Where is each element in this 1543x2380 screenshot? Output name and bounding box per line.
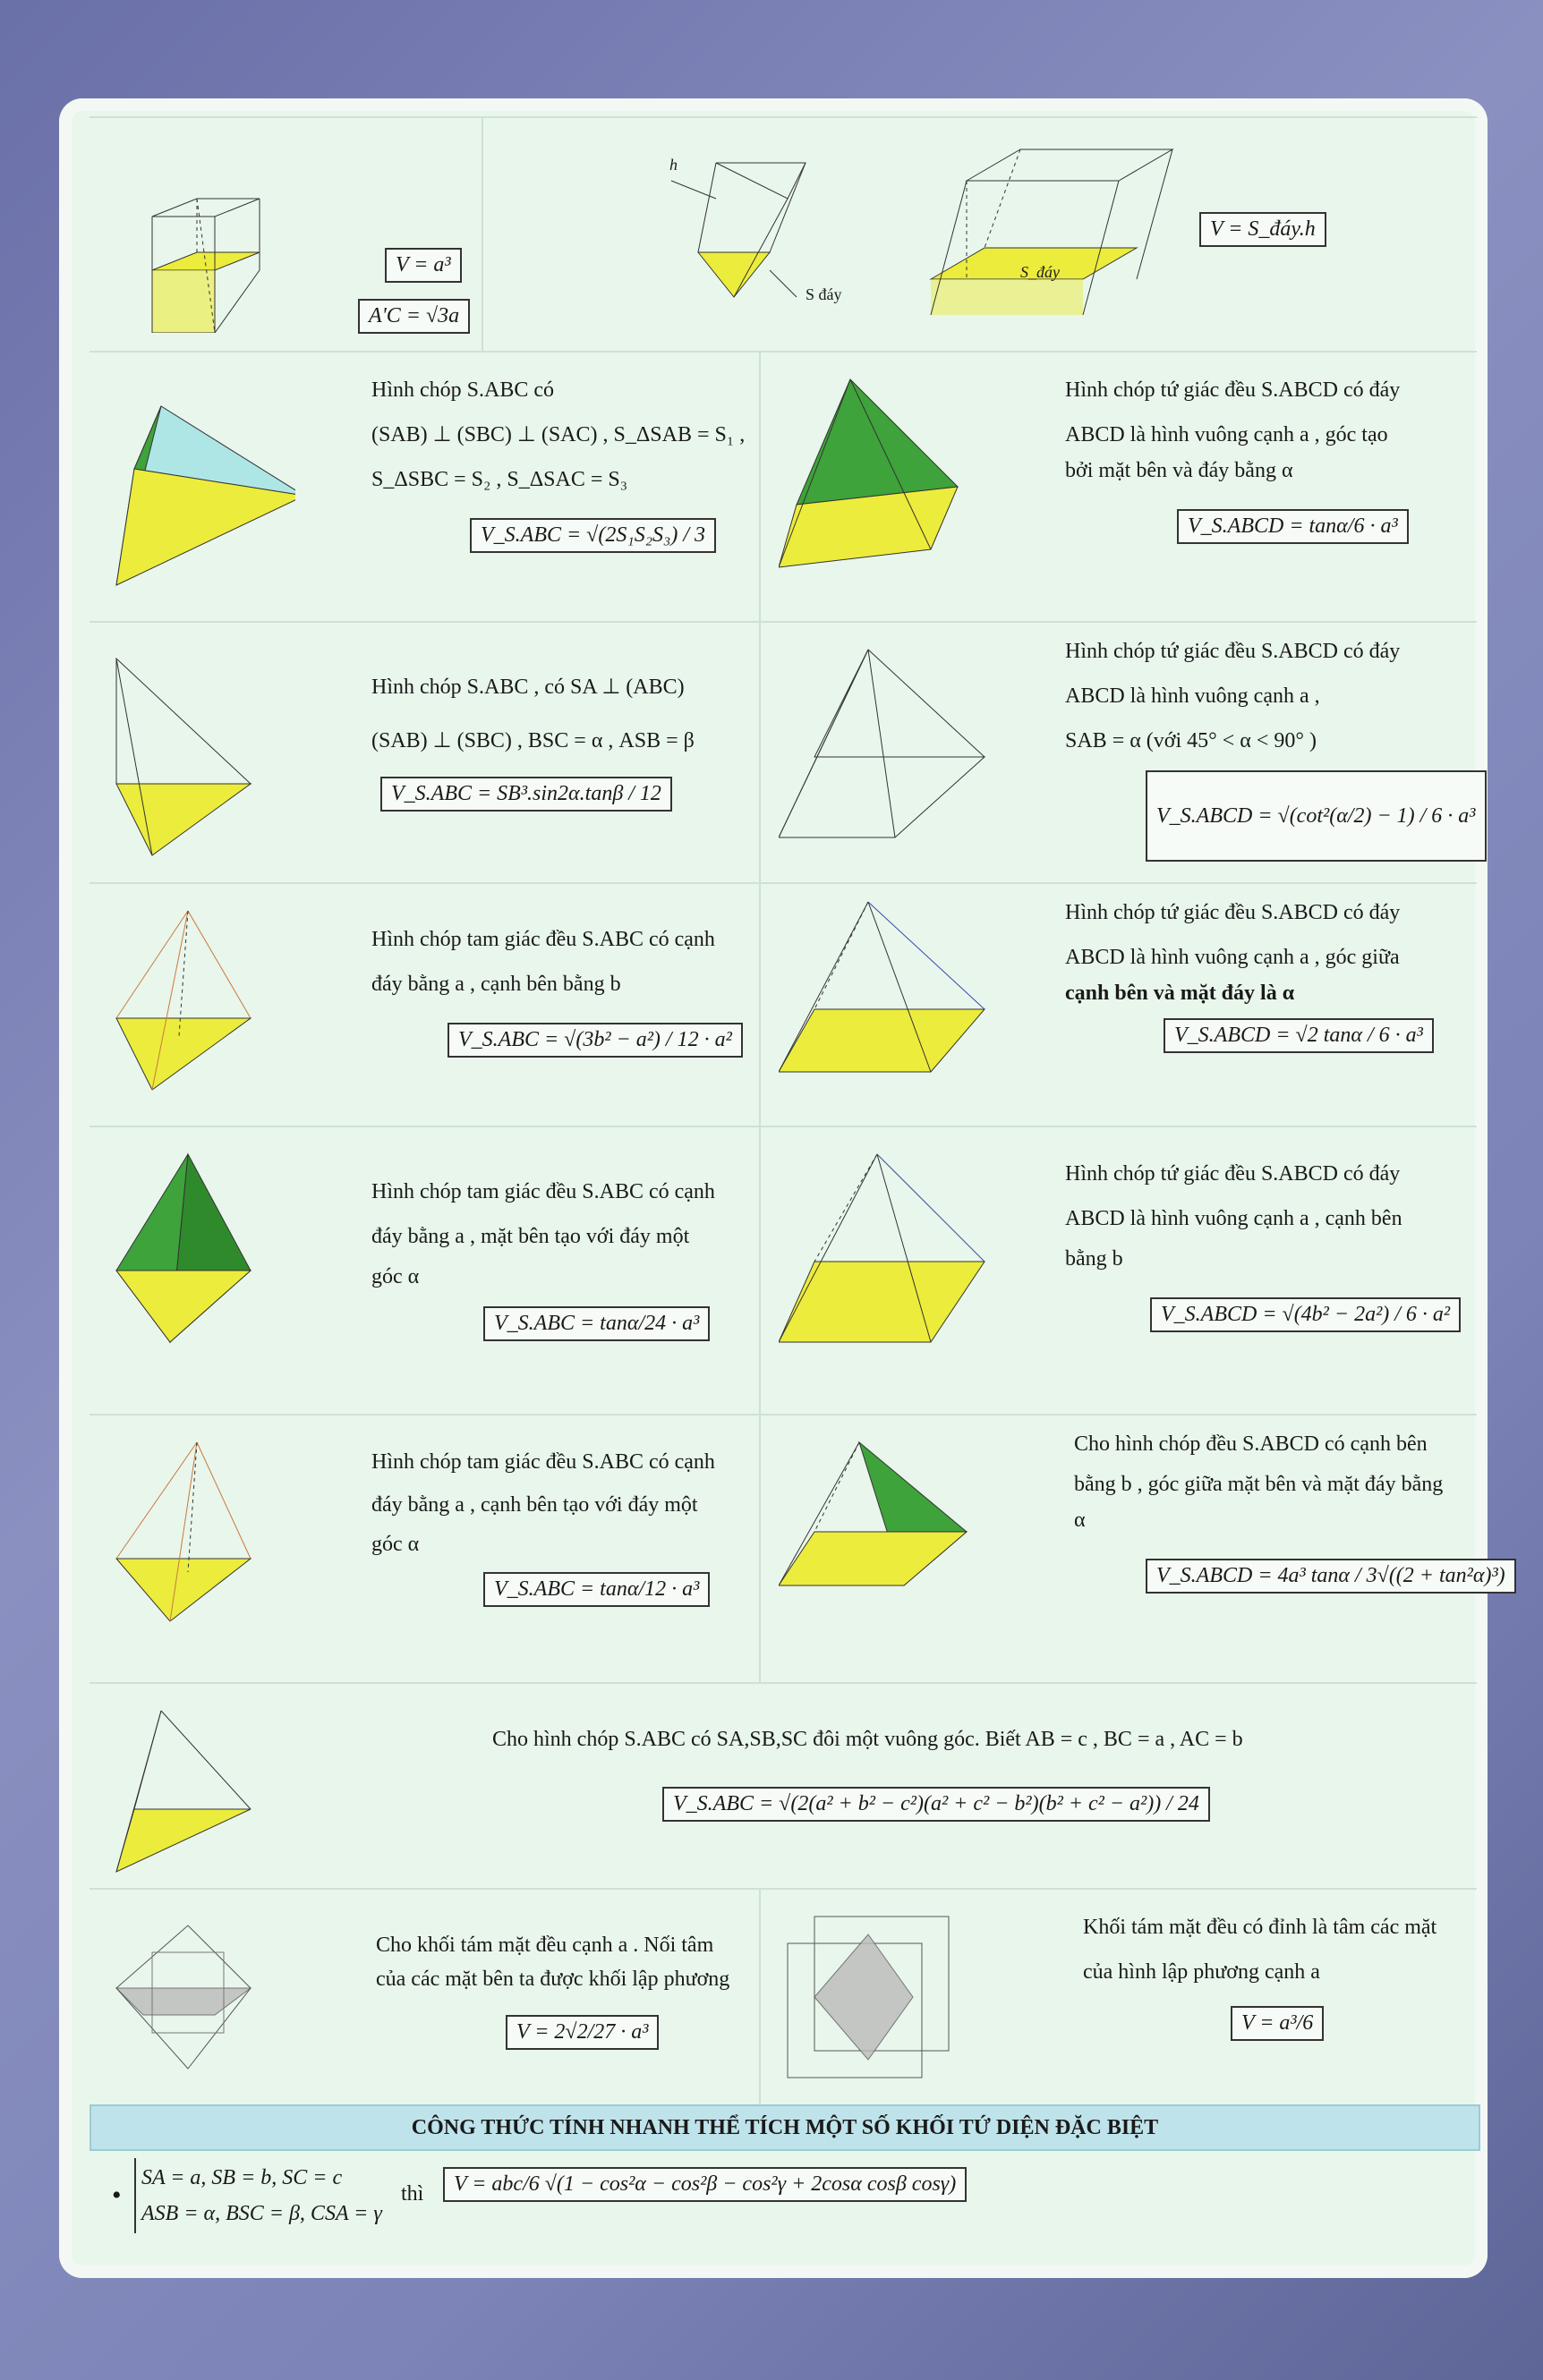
formula-prism-volume: V = S_đáy.h (1199, 212, 1326, 247)
r7-left-line-2: của các mặt bên ta được khối lập phương (376, 1968, 730, 1991)
bottom-formula-row (90, 2149, 1477, 2257)
r3-left-formula: V_S.ABC = √(3b² − a²) / 12 · a² (448, 1023, 743, 1058)
r3-left-line-2: đáy bằng a , cạnh bên bằng b (371, 973, 621, 996)
r5-right-line-3: α (1074, 1509, 1086, 1532)
bottom-formula: V = abc/6 √(1 − cos²α − cos²β − cos²γ + 2cosα cosβ cosγ) (443, 2167, 967, 2202)
r4-right-formula: V_S.ABCD = √(4b² − 2a²) / 6 · a² (1150, 1297, 1461, 1332)
formula-cube-volume: V = a³ (385, 248, 462, 283)
r5-left-line-3: góc α (371, 1533, 420, 1556)
parallelepiped-figure (913, 145, 1199, 333)
r5-left-line-1: Hình chóp tam giác đều S.ABC có cạnh (371, 1450, 715, 1474)
r4-left-line-2: đáy bằng a , mặt bên tạo với đáy một (371, 1225, 690, 1248)
pyramid-7-figure (98, 1145, 277, 1378)
r4-right-line-2: ABCD là hình vuông cạnh a , cạnh bên (1065, 1207, 1402, 1230)
pyramid-10-figure (779, 1433, 976, 1648)
r2-left-line-1: Hình chóp S.ABC , có SA ⊥ (ABC) (371, 676, 685, 699)
r4-right-line-3: bằng b (1065, 1247, 1123, 1271)
label-sday-base: S_đáy (1020, 263, 1060, 281)
row-2 (90, 621, 1477, 882)
pyramid-5-figure (98, 902, 269, 1108)
r3-right-line-2: ABCD là hình vuông cạnh a , góc giữa (1065, 946, 1400, 969)
r3-right-line-3: cạnh bên và mặt đáy là α (1065, 982, 1295, 1005)
condition-2: ASB = α, BSC = β, CSA = γ (134, 2194, 382, 2233)
row-7 (90, 1888, 1477, 2104)
r1-left-line-2: (SAB) ⊥ (SBC) ⊥ (SAC) , S_ΔSAB = S₁ , (371, 423, 746, 446)
pyramid-11-figure (98, 1702, 277, 1881)
r1-left-formula: V_S.ABC = √(2S₁S₂S₃) / 3 (470, 518, 716, 553)
r3-right-formula: V_S.ABCD = √2 tanα / 6 · a³ (1164, 1018, 1434, 1053)
r1-right-formula: V_S.ABCD = tanα/6 · a³ (1177, 509, 1409, 544)
r3-left-line-1: Hình chóp tam giác đều S.ABC có cạnh (371, 928, 715, 951)
r5-right-formula: V_S.ABCD = 4a³ tanα / 3√((2 + tan²α)³) (1146, 1559, 1516, 1594)
r2-right-line-2: ABCD là hình vuông cạnh a , (1065, 684, 1320, 708)
r5-right-line-2: bằng b , góc giữa mặt bên và mặt đáy bằng (1074, 1473, 1444, 1496)
r6-text: Cho hình chóp S.ABC có SA,SB,SC đôi một vuông góc. Biết AB = c , BC = a , AC = b (492, 1728, 1243, 1751)
r7-right-line-1: Khối tám mặt đều có đỉnh là tâm các mặt (1083, 1916, 1437, 1939)
r2-right-line-3: SAB = α (với 45° < α < 90° ) (1065, 729, 1317, 752)
r2-left-line-2: (SAB) ⊥ (SBC) , BSC = α , ASB = β (371, 729, 695, 752)
r7-left-line-1: Cho khối tám mặt đều cạnh a . Nối tâm (376, 1934, 714, 1957)
pyramid-9-figure (98, 1433, 277, 1657)
r7-right-line-2: của hình lập phương cạnh a (1083, 1960, 1320, 1984)
r4-right-line-1: Hình chóp tứ giác đều S.ABCD có đáy (1065, 1162, 1401, 1186)
pyramid-2-figure (779, 370, 985, 603)
pyramid-4-figure (779, 641, 1011, 855)
r7-right-formula: V = a³/6 (1231, 2006, 1324, 2041)
r5-right-line-1: Cho hình chóp đều S.ABCD có cạnh bên (1074, 1432, 1428, 1456)
row-5 (90, 1414, 1505, 1682)
then-label: thì (401, 2182, 424, 2206)
r2-left-formula: V_S.ABC = SB³.sin2α.tanβ / 12 (380, 777, 672, 812)
r4-left-formula: V_S.ABC = tanα/24 · a³ (483, 1306, 710, 1341)
row-1 (90, 351, 1477, 621)
row-6 (90, 1682, 1477, 1888)
row-3 (90, 882, 1477, 1126)
r1-left-line-1: Hình chóp S.ABC có (371, 378, 554, 402)
pyramid-1-figure (98, 388, 295, 594)
label-s-day: S đáy (806, 285, 842, 303)
pyramid-3-figure (98, 650, 277, 864)
r2-right-formula: V_S.ABCD = √(cot²(α/2) − 1) / 6 · a³ (1146, 770, 1487, 862)
r7-left-formula: V = 2√2/27 · a³ (506, 2015, 659, 2050)
formula-cube-diagonal: A'C = √3a (358, 299, 470, 334)
r4-left-line-3: góc α (371, 1265, 420, 1288)
r3-right-line-1: Hình chóp tứ giác đều S.ABCD có đáy (1065, 901, 1401, 924)
row-4 (90, 1126, 1477, 1414)
section-banner: CÔNG THỨC TÍNH NHANH THỂ TÍCH MỘT SỐ KHỐI TỨ DIỆN ĐẶC BIỆT (90, 2104, 1480, 2151)
bullet: • (112, 2180, 122, 2210)
r1-right-line-3: bởi mặt bên và đáy bằng α (1065, 459, 1293, 482)
r6-formula: V_S.ABC = √(2(a² + b² − c²)(a² + c² − b²)(b² + c² − a²)) / 24 (662, 1787, 1210, 1822)
r2-right-line-1: Hình chóp tứ giác đều S.ABCD có đáy (1065, 640, 1401, 663)
formula-table (90, 116, 1505, 2273)
octahedron-figure (98, 1917, 295, 2078)
condition-1: SA = a, SB = b, SC = c (134, 2158, 342, 2197)
row-cube-prism (90, 116, 1477, 351)
r1-right-line-2: ABCD là hình vuông cạnh a , góc tạo (1065, 423, 1388, 446)
pyramid-6-figure (779, 893, 993, 1108)
r5-left-formula: V_S.ABC = tanα/12 · a³ (483, 1572, 710, 1607)
cube-figure (125, 154, 286, 333)
cube-octahedron-figure (779, 1908, 958, 2087)
r4-left-line-1: Hình chóp tam giác đều S.ABC có cạnh (371, 1180, 715, 1203)
r1-left-line-3: S_ΔSBC = S₂ , S_ΔSAC = S₃ (371, 468, 628, 491)
r5-left-line-2: đáy bằng a , cạnh bên tạo với đáy một (371, 1493, 698, 1517)
r1-right-line-1: Hình chóp tứ giác đều S.ABCD có đáy (1065, 378, 1401, 402)
pyramid-8-figure (779, 1145, 993, 1378)
label-h: h (669, 156, 678, 174)
